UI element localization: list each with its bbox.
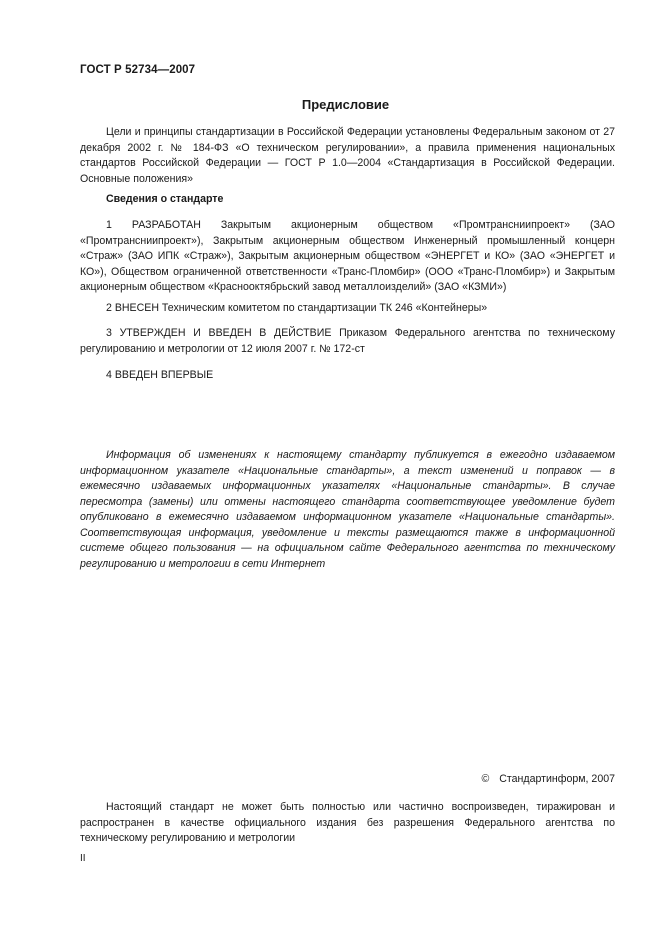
item-developed: 1 РАЗРАБОТАН Закрытым акционерным обществом «Промтрансниипроект» (ЗАО «Промтрансниипроект»), Закрытым акционерным обществом Инженерный промышленный концерн «Страж» (ЗАО ИПК «Страж»), Закрытым акционерным обществом «ЭНЕРГЕТ и КО» (ЗАО «ЭНЕРГЕТ и КО»), Обществом ограниченной ответственности «Транс-Пломбир» (ООО «Транс-Пломбир») и Закрытым акционерным обществом «Краснооктябрьский завод металлоизделий» (ЗАО «КЗМИ»)	[80, 219, 615, 293]
section-heading: Сведения о стандарте	[106, 193, 224, 205]
item-first-time: 4 ВВЕДЕН ВПЕРВЫЕ	[106, 369, 214, 381]
page-title: Предисловие	[301, 97, 390, 112]
standard-code: ГОСТ Р 52734—2007	[80, 64, 196, 76]
copyright-symbol: ©	[481, 773, 490, 785]
item-introduced: 2 ВНЕСЕН Техническим комитетом по стандартизации ТК 246 «Контейнеры»	[106, 302, 488, 314]
intro-paragraph: Цели и принципы стандартизации в Российской Федерации установлены Федеральным законом от 27 декабря 2002 г. № 184-ФЗ «О техническом регулировании», а правила применения национальных стандартов Российской Федерации — ГОСТ Р 1.0—2004 «Стандартизация в Российской Федерации. Основные положения»	[80, 126, 615, 185]
info-paragraph: Информация об изменениях к настоящему стандарту публикуется в ежегодно издаваемом информационном указателе «Национальные стандарты», а текст изменений и поправок — в ежемесячно издаваемых информационных указателях «Национальные стандарты». В случае пересмотра (замены) или отмены настоящего стандарта соответствующее уведомление будет опубликовано в ежемесячно издаваемом информационном указателе «Национальные стандарты». Соответствующая информация, уведомление и тексты размещаются также в информационной системе общего пользования — на официальном сайте Федерального агентства по техническому регулированию и метрологии в сети Интернет	[80, 449, 615, 570]
page-number: II	[80, 853, 86, 864]
copyright	[481, 773, 615, 785]
copyright-text: Стандартинформ, 2007	[499, 773, 615, 785]
reproduction-notice: Настоящий стандарт не может быть полностью или частично воспроизведен, тиражирован и распространен в качестве официального издания без разрешения Федерального агентства по техническому регулированию и метрологии	[80, 801, 615, 844]
item-approved: 3 УТВЕРЖДЕН И ВВЕДЕН В ДЕЙСТВИЕ Приказом Федерального агентства по техническому регулированию и метрологии от 12 июля 2007 г. № 172-ст	[80, 327, 615, 355]
